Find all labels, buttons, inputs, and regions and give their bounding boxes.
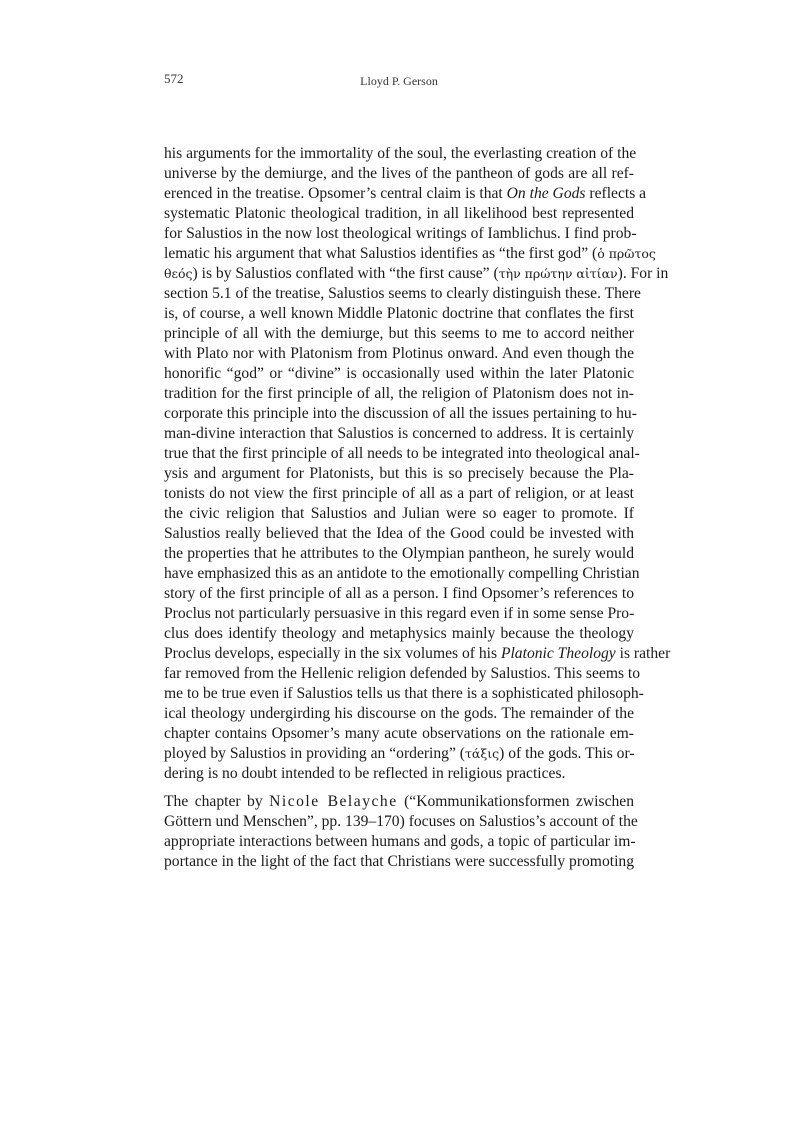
italic-title: On the Gods (506, 185, 586, 202)
text-line: ployed by Salustios in providing an “ordering” (τάξις) of the gods. This or- (164, 745, 635, 762)
text-line: chapter contains Opsomer’s many acute observations on the rationale em- (164, 725, 634, 742)
text-line: have emphasized this as an antidote to the emotionally compelling Christian (164, 565, 640, 582)
text-line: lematic his argument that what Salustios identifies as “the first god” (ὁ πρῶτος (164, 245, 656, 262)
text-line: universe by the demiurge, and the lives of the pantheon of gods are all ref- (164, 165, 634, 182)
running-head-author: Lloyd P. Gerson (360, 74, 438, 88)
text-line: Proclus develops, especially in the six volumes of his Platonic Theology is rather (164, 645, 671, 662)
text-line: far removed from the Hellenic religion defended by Salustios. This seems to (164, 665, 641, 682)
text-line: Proclus not particularly persuasive in this regard even if in some sense Pro- (164, 605, 635, 622)
text-line: story of the first principle of all as a person. I find Opsomer’s references to (164, 585, 634, 602)
page-number: 572 (164, 71, 184, 86)
greek-term: τὴν πρώτην αἰτίαν (498, 266, 618, 281)
text-line: erenced in the treatise. Opsomer’s central claim is that On the Gods reflects a (164, 185, 647, 202)
text-line: the civic religion that Salustios and Julian were so eager to promote. If (164, 505, 634, 522)
text-line: honorific “god” or “divine” is occasionally used within the later Platonic (164, 365, 634, 382)
paragraph (164, 144, 671, 784)
running-head (164, 71, 634, 91)
body-text (164, 144, 671, 880)
text-line: with Plato nor with Platonism from Plotinus onward. And even though the (164, 345, 634, 362)
text-line: systematic Platonic theological tradition, in all likelihood best represented (164, 205, 634, 222)
text-line: dering is no doubt intended to be reflected in religious practices. (164, 765, 566, 782)
greek-term: θεός (164, 266, 193, 281)
greek-term: ὁ πρῶτος (597, 246, 656, 261)
text-line: principle of all with the demiurge, but this seems to me to accord neither (164, 325, 634, 342)
text-line: appropriate interactions between humans and gods, a topic of particular im- (164, 833, 636, 850)
text-line: true that the first principle of all needs to be integrated into theological anal- (164, 445, 640, 462)
text-line: tradition for the first principle of all, the religion of Platonism does not in- (164, 385, 634, 402)
text-line: The chapter by Nicole Belayche (“Kommunikationsformen zwischen (164, 793, 635, 810)
text-line: portance in the light of the fact that Christians were successfully promoting (164, 853, 634, 870)
italic-title: Platonic Theology (500, 645, 616, 662)
text-line: corporate this principle into the discussion of all the issues pertaining to hu- (164, 405, 637, 422)
text-line: the properties that he attributes to the Olympian pantheon, he surely would (164, 545, 634, 562)
greek-term: τάξις (465, 746, 500, 761)
text-line: for Salustios in the now lost theological writings of Iamblichus. I find prob- (164, 225, 637, 242)
text-line: Göttern und Menschen”, pp. 139–170) focuses on Salustios’s account of the (164, 813, 638, 830)
text-line: Salustios really believed that the Idea of the Good could be invested with (164, 525, 634, 542)
text-line: me to be true even if Salustios tells us that there is a sophisticated philosoph- (164, 685, 644, 702)
text-line: θεός) is by Salustios conflated with “the first cause” (τὴν πρώτην αἰτίαν). For in (164, 265, 669, 282)
author-name: Nicole Belayche (269, 793, 398, 810)
text-line: clus does identify theology and metaphysics mainly because the theology (164, 625, 634, 642)
text-line: is, of course, a well known Middle Platonic doctrine that conflates the first (164, 305, 634, 322)
text-line: tonists do not view the first principle of all as a part of religion, or at least (164, 485, 634, 502)
text-line: section 5.1 of the treatise, Salustios seems to clearly distinguish these. There (164, 285, 641, 302)
text-line: ical theology undergirding his discourse on the gods. The remainder of the (164, 705, 634, 722)
text-line: man-divine interaction that Salustios is concerned to address. It is certainly (164, 425, 634, 442)
text-line: ysis and argument for Platonists, but this is so precisely because the Pla- (164, 465, 634, 482)
paragraph (164, 792, 638, 872)
text-line: his arguments for the immortality of the soul, the everlasting creation of the (164, 145, 637, 162)
